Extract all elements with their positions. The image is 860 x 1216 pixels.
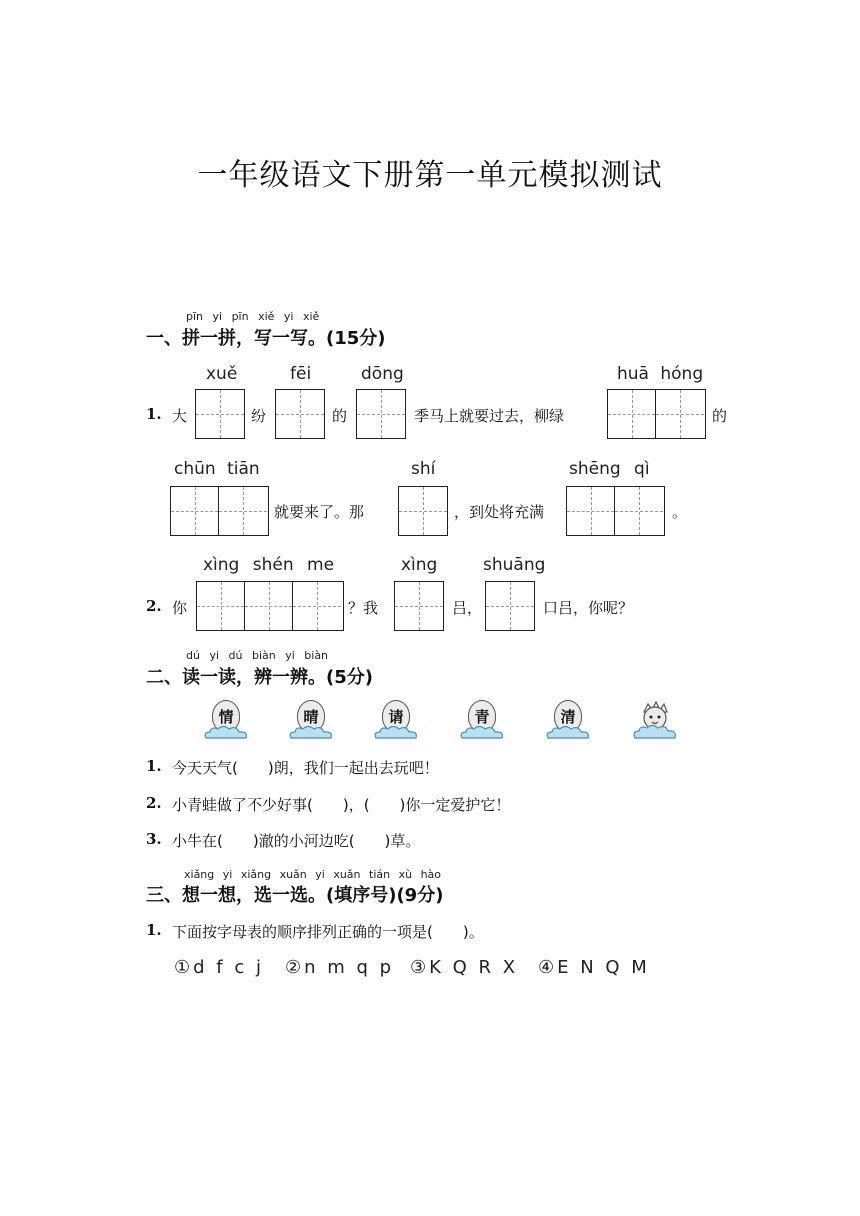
egg-character-label: 晴 <box>297 700 325 732</box>
write-box-dong[interactable] <box>356 389 406 439</box>
option-1[interactable]: ①d f c j <box>174 957 264 978</box>
egg-character-qing2 <box>288 700 334 746</box>
chick-icon <box>632 698 678 744</box>
egg-character-qing1 <box>203 700 249 746</box>
pinyin-shuang: shuāng <box>483 555 546 575</box>
question-number: 2. <box>146 794 162 812</box>
question-text: 小牛在( )澈的小河边吃( )草。 <box>172 832 421 850</box>
question-number: 3. <box>146 830 162 848</box>
question-number: 2. <box>146 597 162 615</box>
pinyin-xing-shen-me: xìng shén me <box>203 555 335 575</box>
pinyin-xue: xuě <box>206 364 238 384</box>
egg-character-label: 清 <box>554 700 582 732</box>
section1-heading: 一、拼一拼，写一写。(15分) <box>146 328 386 349</box>
text-dao-chu: ，到处将充满 <box>454 503 545 521</box>
text-fen: 纷 <box>251 407 267 425</box>
question-number: 1. <box>146 757 162 775</box>
section2-heading: 二、读一读，辨一辨。(5分) <box>146 667 373 688</box>
section1-pinyin: pīn yi pīn xiě yi xiě <box>186 310 320 323</box>
pinyin-hua-hong: huā hóng <box>617 364 704 384</box>
write-box-xing[interactable] <box>394 581 444 631</box>
question-text: 下面按字母表的顺序排列正确的一项是( )。 <box>172 923 484 941</box>
cloud-icon <box>545 724 591 742</box>
text-lv: 吕， <box>452 599 483 617</box>
text-period: 。 <box>672 503 688 521</box>
egg-character-label: 请 <box>382 700 410 732</box>
cloud-icon <box>288 724 334 742</box>
cloud-icon <box>203 724 249 742</box>
pinyin-shi: shí <box>411 459 436 479</box>
write-box-shuang[interactable] <box>485 581 535 631</box>
question-text: 今天天气( )朗，我们一起出去玩吧！ <box>172 759 439 777</box>
text-da: 大 <box>172 407 188 425</box>
section3-heading: 三、想一想，选一选。(填序号)(9分) <box>146 885 444 906</box>
text-de: 的 <box>332 407 348 425</box>
write-box-chun-tian[interactable] <box>170 486 269 536</box>
question-number: 1. <box>146 921 162 939</box>
write-box-xing-shen-me[interactable] <box>196 581 344 631</box>
cloud-icon <box>373 724 419 742</box>
cloud-icon <box>459 724 505 742</box>
question-number: 1. <box>146 405 162 423</box>
pinyin-fei: fēi <box>290 364 312 384</box>
pinyin-chun-tian: chūn tiān <box>174 459 260 479</box>
pinyin-sheng-qi: shēng qì <box>569 459 650 479</box>
write-box-xue[interactable] <box>195 389 245 439</box>
pinyin-dong: dōng <box>361 364 404 384</box>
egg-character-qing3 <box>373 700 419 746</box>
write-box-shi[interactable] <box>398 486 448 536</box>
write-box-fei[interactable] <box>275 389 325 439</box>
text-ni: 你 <box>172 599 188 617</box>
section2-pinyin: dú yi dú biàn yi biàn <box>186 649 329 662</box>
text-jiu-yao: 就要来了。那 <box>274 503 365 521</box>
chick-in-egg-icon <box>632 698 678 744</box>
pinyin-xing: xìng <box>401 555 438 575</box>
page-title: 一年级语文下册第一单元模拟测试 <box>197 158 663 193</box>
option-3[interactable]: ③K Q R X <box>410 957 519 978</box>
text-kou-lv: 口吕，你呢？ <box>543 599 634 617</box>
option-4[interactable]: ④E N Q M <box>538 957 650 978</box>
egg-character-label: 青 <box>468 700 496 732</box>
text-de-2: 的 <box>712 407 728 425</box>
write-box-hua-hong[interactable] <box>607 389 706 439</box>
text-ji: 季马上就要过去，柳绿 <box>414 407 565 425</box>
section3-pinyin: xiǎng yi xiǎng xuǎn yi xuǎn tián xù hào <box>184 868 442 881</box>
question-text: 小青蛙做了不少好事( )，( )你一定爱护它！ <box>172 796 511 814</box>
option-2[interactable]: ②n m q p <box>285 957 395 978</box>
egg-character-qing5 <box>545 700 591 746</box>
egg-character-label: 情 <box>212 700 240 732</box>
write-box-sheng-qi[interactable] <box>566 486 665 536</box>
egg-character-qing4 <box>459 700 505 746</box>
text-wo: ？我 <box>348 599 379 617</box>
